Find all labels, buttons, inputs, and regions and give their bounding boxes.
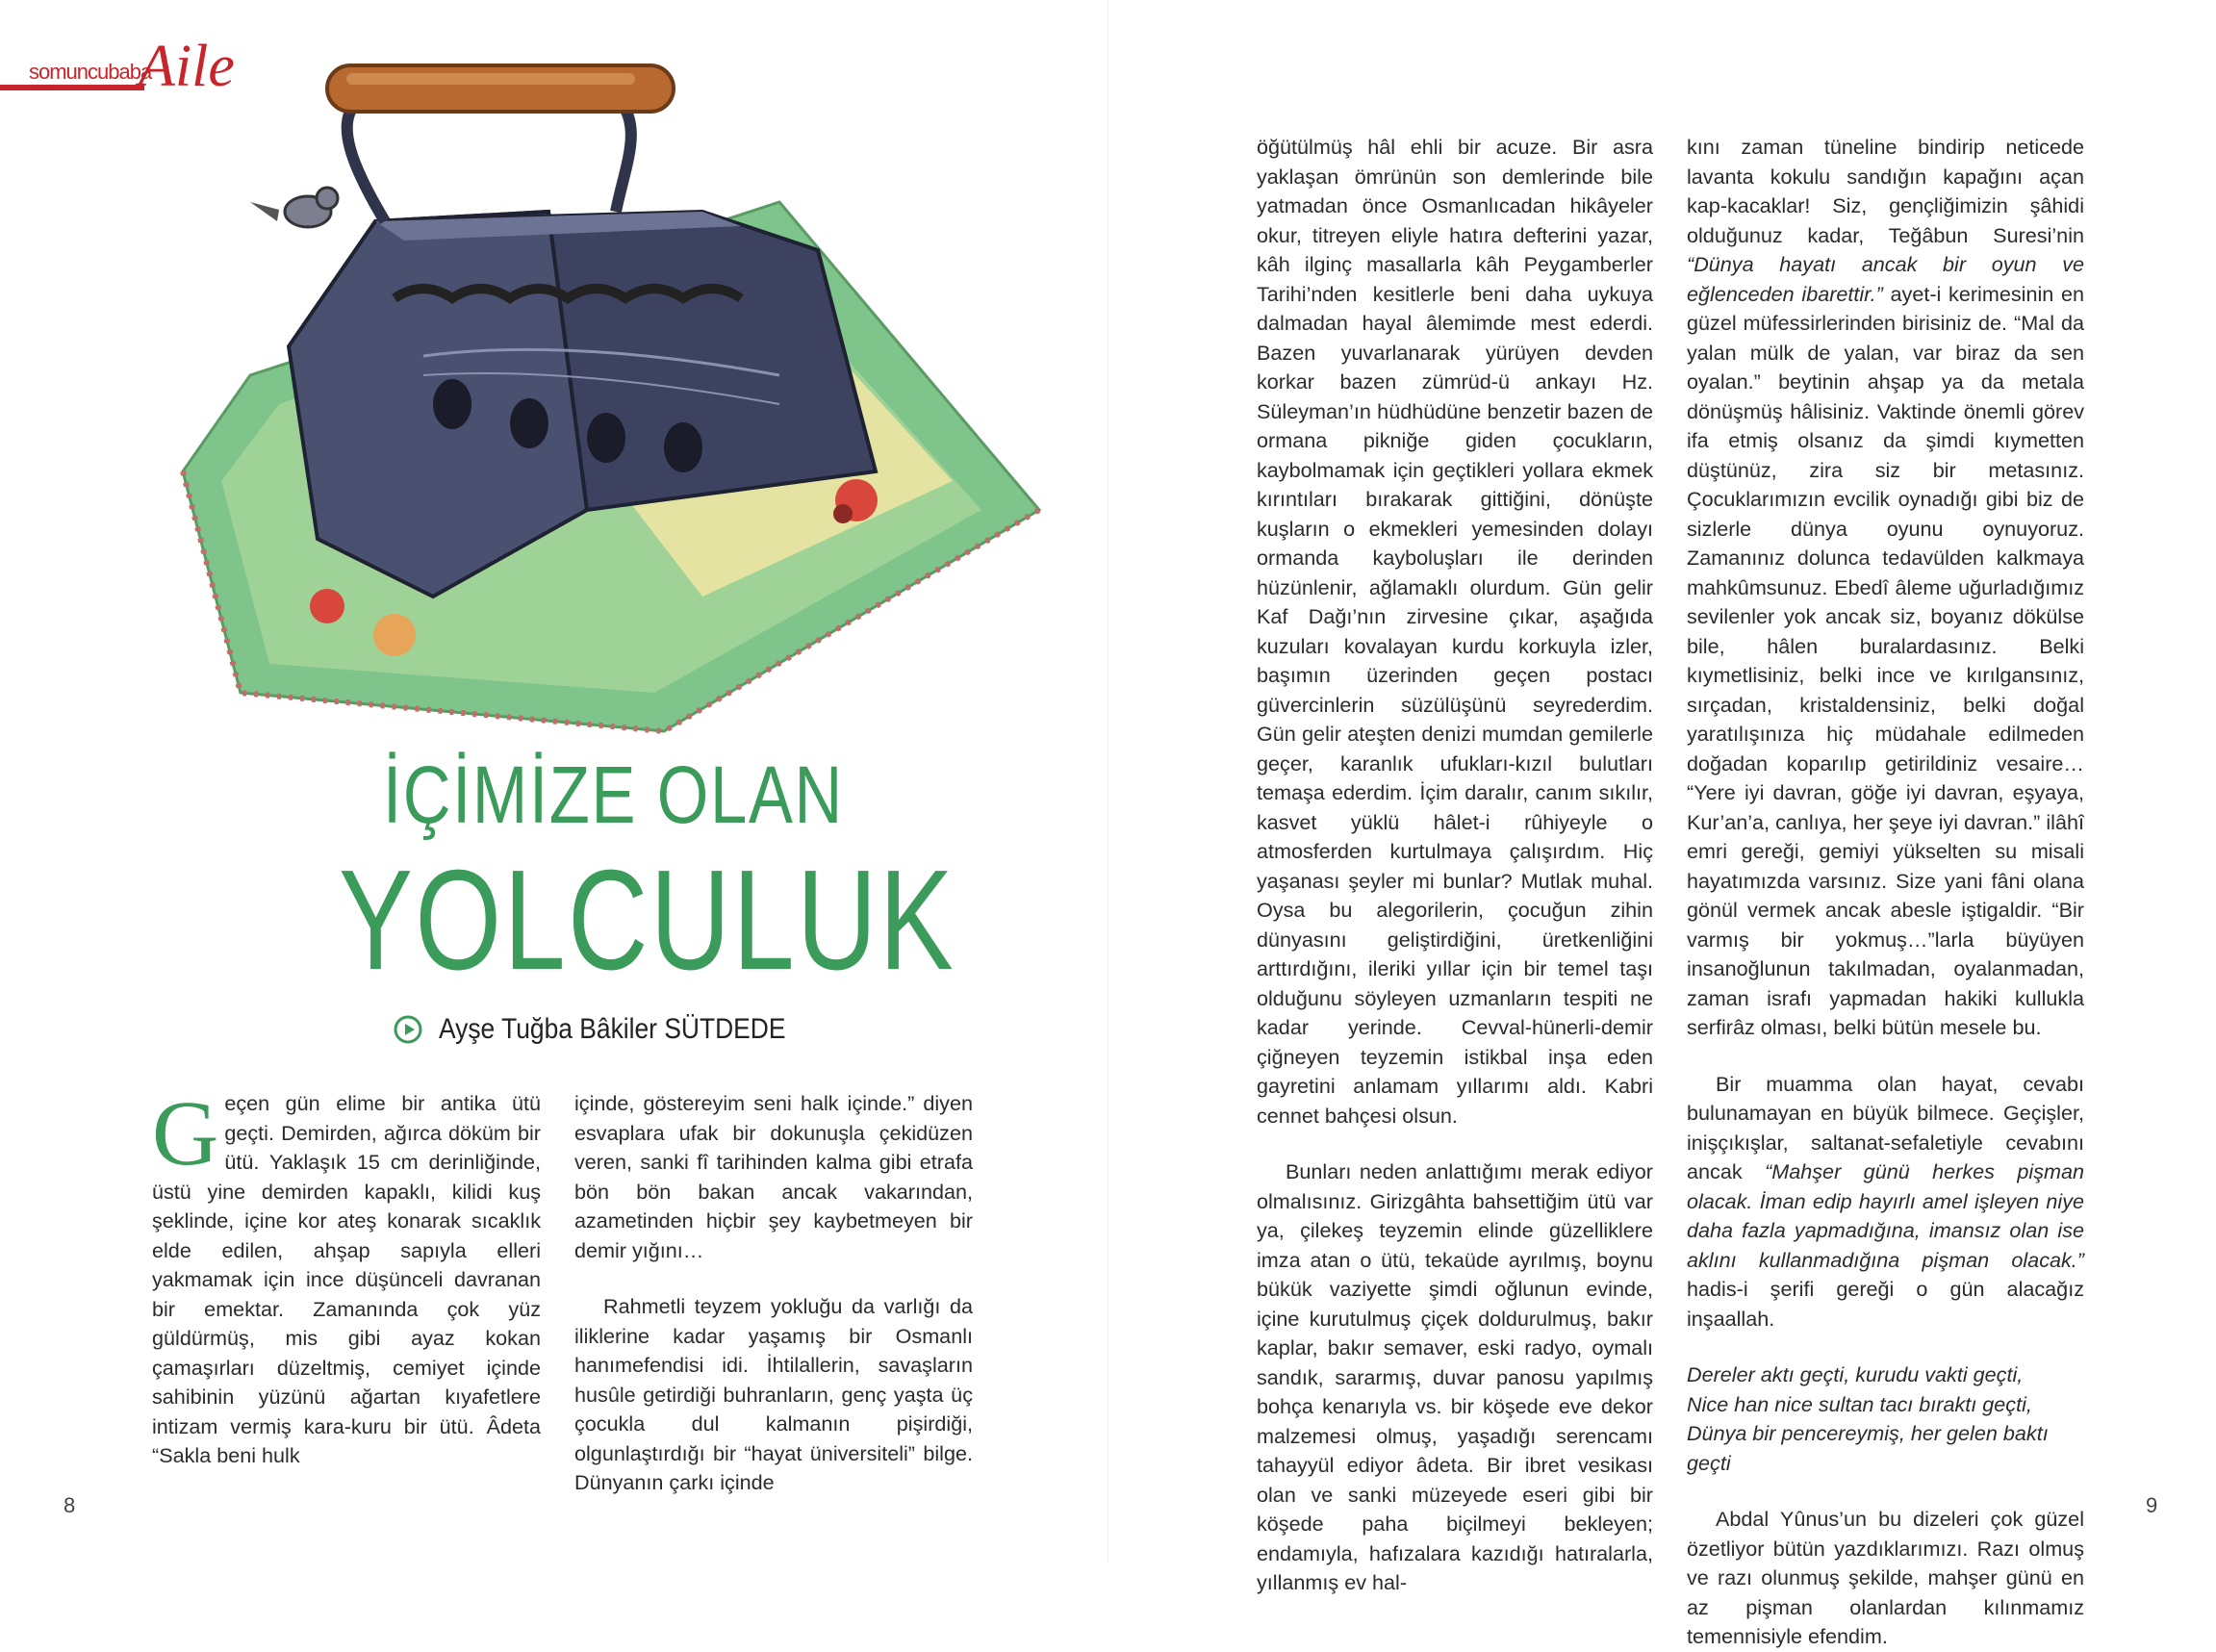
paragraph: Abdal Yûnus’un bu dizeleri çok güzel özetliyor bütün yazdıklarımızı. Razı olmuş ve razı olunmuş şekilde, mahşer günü en az pişman olanlardan kılınmamız temennisiyle efendim. xyxy=(1687,1507,2084,1648)
iron-handle xyxy=(327,65,674,221)
article-title-line2: YOLCULUK xyxy=(339,841,956,1000)
paragraph: öğütülmüş hâl ehli bir acuze. Bir asra yaklaşan ömrünün son demlerinde bile yatmadan önce Osmanlıcadan hikâyeler okur, titreyen eliyle hatıra defterini yazar, kâh ilginç masallarla kâh Peygamberler Tarihi’nden kesitlerle beni daha uykuya dalmadan hayal âlemimde mest ederdi. Bazen yuvarlanarak yürüyen devden korkar bazen zümrüd-ü ankayı Hz. Süleyman’ın hüdhüdüne benzetir bazen de ormana pikniğe giden çocukların, kaybolmamak için geçtikleri yollara ekmek kırıntıları bırakarak gittiğini, dönüşte kuşların o ekmekleri yemesinden dolayı ormanda kayboluşları ile derinden hüzünlenir, ağlamaklı olurdum. Gün gelir Kaf Dağı’nın zirvesine çıkar, aşağıda kuzuları kovalayan kurdu korkuyla izler, başımın üzerinden geçen postacı güvercinlerin süzülüşünü seyrederdim. Gün gelir ateşten denizi mumdan gemilerle geçer, karanlık ufukları-kızıl bulutları temaşa ederdim. İçim daralır, canım sıkılır, kasvet yüklü hâlet-i rûhiyeyle o atmosferden kurtulmaya çalışırdım. Hiç yaşanası şeyler mi bunlar? Mutlak muhal. Oysa bu alegorilerin, çocuğun zihin dünyasını geliştirdiğini, üretkenliğini arttırdığını, ileriki yıllar için bir temel taşı olduğunu söyleyen uzmanların tespiti ne kadar yerinde. Cevval-hünerli-demir çiğneyen teyzemin istikbal inşa eden gayretini anlamam yıllarımı aldı. Kabri cennet bahçesi olsun. xyxy=(1257,135,1653,1128)
paragraph: Rahmetli teyzem yokluğu da varlığı da iliklerine kadar yaşamış bir Osmanlı hanımefendisi idi. İhtilallerin, savaşların husûle getirdiği buhranların, genç yaşta üç çocukla dul kalmanın pişirdiği, olgunlaştırdığı bir “hayat üniversiteli” bilge. Dünyanın çarkı içinde xyxy=(574,1294,973,1494)
text-column-1 xyxy=(152,1081,541,1471)
paragraph: Geçen gün elime bir antika ütü geçti. Demirden, ağırca döküm bir ütü. Yaklaşık 15 cm derinliğinde, üstü yine demirden kapaklı, kilidi kuş şeklinde, içine kor ateş konarak sıcaklık elde edilen, ahşap sapıyla elleri yakmamak için ince düşünceli davranan bir emektar. Zamanında çok yüz güldürmüş, mis gibi ayaz kokan çamaşırları düzeltmiş, cemiyet içinde sahibinin yüzünü ağartan kıyafetlere intizam vermiş kara-kuru bir ütü. Âdeta “Sakla beni hulk xyxy=(152,1081,541,1467)
author-name: Ayşe Tuğba Bâkiler SÜTDEDE xyxy=(439,1013,786,1045)
bird-latch-icon xyxy=(250,188,338,227)
paragraph: Bir muamma olan hayat, cevabı bulunamayan en büyük bilmece. Geçişler, inişçıkışlar, saltanat-sefaletiyle cevabını ancak “Mahşer günü herkes pişman olacak. İman edip hayırlı amel işleyen niye daha fazla yapmadığına, imansız olan ise aklını kullanmadığına pişman olacak.” hadis-i şerifi gereği o gün alacağız inşaallah. xyxy=(1687,1071,2085,1331)
paragraph: içinde, göstereyim seni halk içinde.” diyen esvaplara ufak bir dokunuşla çekidüzen veren, sanki fî tarihinden kalma gibi etrafa bön bön bakan ancak vakarından, azametinden hiçbir şey kaybetmeyen bir demir yığını… xyxy=(574,1091,973,1262)
paragraph: kını zaman tüneline bindirip neticede lavanta kokulu sandığın kapağını açan kap-kacaklar! Siz, gençliğimizin şâhidi olduğunuz kadar, Teğâbun Suresi’nin “Dünya hayatı ancak bir oyun ve eğlenceden ibarettir.” ayet-i kerimesinin en güzel müfessirlerinden birisiniz de. “Mal da yalan mülk de yalan, var biraz da sen oyalan.” beytinin ahşap ya da metala dönüşmüş hâlisiniz. Vaktinde önemli görev ifa etmiş olsanız da şimdi kıymetten düştünüz, zira siz bir metasınız. Çocuklarımızın evcilik oynadığı gibi biz de sizlerle dünya oyunu oynuyoruz. Zamanınız dolunca tedavülden kalkmaya mahkûmsunuz. Ebedî âleme uğurladığımız sevilenler yok ancak siz, boyanız dökülse bile, hâlen buralardasınız. Belki kıymetlisiniz, belki ince ve kırılgansınız, sırçadan, kristaldensiniz, belki doğal yaratılışınıza hiç müdahale edilmeden doğadan koparılıp getirildiniz vesaire… “Yere iyi davran, göğe iyi davran, eşyaya, Kur’an’a, canlıya, her şeye iyi davran.” ilâhî emri gereği, gemiyi yükselten su misali hayatımızda varsınız. Size yani fâni olana gönül vermek ancak abesle iştigaldir. “Bir varmış bir yokmuş…”larla büyüyen insanoğlunun takılmadan, oyalanmadan, zaman israfı yapmadan hakiki kullukla serfirâz olması, belki bütün mesele bu. xyxy=(1687,135,2084,1039)
header-red-bar xyxy=(0,85,144,90)
section-title: Aile xyxy=(139,34,235,99)
brand-name: somuncubaba xyxy=(29,60,152,84)
antique-iron-illustration xyxy=(164,58,1087,770)
poem-line: Dünya bir pencereymiş, her gelen baktı geçti xyxy=(1687,1421,2049,1475)
text-column-4 xyxy=(1687,133,2084,1652)
hadith-quote: “Mahşer günü herkes pişman olacak. İman edip hayırlı amel işleyen niye daha fazla yapmadığına, imansız olan ise aklını kullanmadığına pişman olacak.” xyxy=(1687,1159,2085,1272)
poem-line: Nice han nice sultan tacı bıraktı geçti, xyxy=(1687,1391,2032,1416)
author-byline xyxy=(393,1010,833,1049)
poem-line: Dereler aktı geçti, kurudu vakti geçti, xyxy=(1687,1362,2024,1386)
text-column-3 xyxy=(1257,133,1653,1598)
play-circle-icon xyxy=(393,1014,423,1045)
page-number-left: 8 xyxy=(64,1493,76,1517)
article-title-line1: İÇİMİZE OLAN xyxy=(383,750,844,840)
text-column-2 xyxy=(574,1089,973,1498)
quran-quote: “Dünya hayatı ancak bir oyun ve eğlenceden ibarettir.” xyxy=(1687,252,2084,306)
paragraph: Bunları neden anlattığımı merak ediyor olmalısınız. Girizgâhta bahsettiğim ütü var ya, çilekeş teyzemin elinde güzelliklere imza atan o ütü, tekaüde ayrılmış, boynu bükük vaziyette şimdi oğlunun evinde, içine kurutulmuş çiçek doldurulmuş, bakır kaplar, bakır semaver, eski radyo, oymalı sandık, sararmış, duvar panosu yapılmış bohça kenarıyla vs. bir köşede eve dekor malzemesi olmuş, yaşadığı serencamı tahayyül ediyor âdeta. Bir ibret vesikası olan ve sanki müzeyede eseri gibi bir köşede paha biçilmeyi bekleyen; endamıyla, hafızalara kazıdığı hatıralarla, yıllanmış ev hal- xyxy=(1257,1159,1653,1594)
page-number-right: 9 xyxy=(2146,1493,2158,1517)
drop-cap: G xyxy=(152,1081,219,1184)
